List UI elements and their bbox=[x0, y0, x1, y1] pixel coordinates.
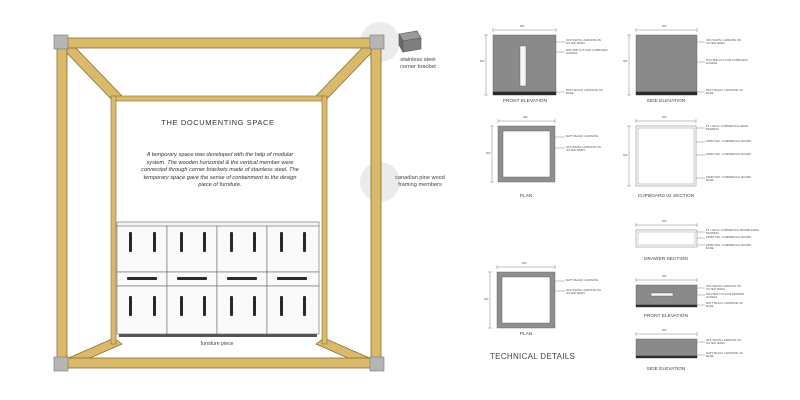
drawer-section-caption: DRAWER SECTION bbox=[644, 257, 688, 262]
plan-bottom-dim-top: 600 bbox=[522, 262, 527, 265]
cupboard-lower-1 bbox=[117, 286, 167, 334]
drawer-side-elevation-dim-top: 600 bbox=[662, 329, 667, 332]
cupboard-section-caption: CUPBOARD 02 SECTION bbox=[637, 194, 695, 199]
cupboard-lower-2 bbox=[167, 286, 217, 334]
cupboard-section-dim-side: 600 bbox=[623, 154, 628, 157]
cupboard-lower-4 bbox=[267, 286, 319, 334]
cupboard-section-dim-top: 600 bbox=[662, 116, 667, 119]
cupboard-upper-2 bbox=[167, 226, 217, 272]
plan-top-note-2: OFF WHITE LAMINATE ON OUTER SIDES bbox=[566, 145, 601, 153]
drawer-side-elevation-note-1: OFF WHITE LAMINATE ON OUTER SIDES bbox=[706, 338, 741, 346]
bracket-detail-icon bbox=[399, 31, 421, 52]
drawer-front-elevation-dim-top: 600 bbox=[662, 275, 667, 278]
drawer-side-elevation-note-2: MATT BLACK LAMINATE ON BASE bbox=[706, 351, 743, 359]
corner-bracket-tl bbox=[54, 35, 68, 49]
cupboard-section-note-1: 18 x 18mm COMMERCIAL EDGE BANDING bbox=[706, 124, 749, 132]
cupboard-section-drawing bbox=[627, 119, 705, 186]
outer-top-beam bbox=[58, 38, 380, 48]
inner-left-post bbox=[111, 96, 116, 344]
drawer-front-elevation-note-1: OFF WHITE LAMINATE ON OUTER SIDES bbox=[706, 284, 741, 292]
plan-top-drawing bbox=[490, 119, 565, 182]
technical-details-heading: TECHNICAL DETAILS bbox=[490, 352, 576, 361]
outer-left-post bbox=[57, 40, 67, 366]
plan-top-dim-side: 600 bbox=[486, 152, 491, 155]
side-elevation-dim-side: 600 bbox=[623, 60, 628, 63]
diagonal-top-right bbox=[316, 44, 374, 102]
diagonal-top-left bbox=[64, 44, 122, 102]
inner-top-beam bbox=[114, 96, 324, 101]
drawer-section-drawing bbox=[636, 223, 705, 247]
side-elevation-note-2: ROUTER CUT FOR CUPBOARD HANDLE bbox=[706, 58, 748, 66]
cupboard-section-note-3: 18MM THK. COMMERCIAL BOARD bbox=[706, 152, 752, 156]
furniture-piece bbox=[117, 222, 319, 337]
front-elevation-drawing bbox=[484, 28, 565, 95]
drawer-side-elevation-caption: SIDE ELEVATION bbox=[646, 367, 686, 372]
outer-bottom-beam bbox=[58, 358, 380, 368]
plan-top-dim-top: 600 bbox=[523, 116, 528, 119]
furniture-plinth bbox=[119, 334, 317, 337]
front-elevation-note-3: MATT BLACK LAMINATE ON BASE bbox=[566, 88, 603, 96]
front-elevation-dim-side: 600 bbox=[480, 60, 485, 63]
plan-bottom-drawing bbox=[488, 265, 565, 328]
furniture-label: furniture piece bbox=[200, 341, 234, 347]
side-elevation-drawing bbox=[627, 28, 705, 95]
documenting-space-title: THE DOCUMENTING SPACE bbox=[161, 118, 275, 127]
cupboard-upper-1 bbox=[117, 226, 167, 272]
drawer-front-elevation-note-3: MATT BLACK LAMINATE ON BASE bbox=[706, 301, 743, 309]
side-elevation-caption: SIDE ELEVATION bbox=[646, 99, 686, 104]
outer-right-post bbox=[371, 40, 381, 366]
cupboard-section-note-2: 18MM THK. COMMERCIAL BOARD bbox=[706, 139, 752, 143]
drawer-section-note-2: 18MM THK. COMMERCIAL BOARD bbox=[706, 235, 752, 239]
plan-bottom-note-2: OFF WHITE LAMINATE ON OUTER SIDES bbox=[566, 288, 601, 296]
plan-bottom-dim-side: 600 bbox=[484, 298, 489, 301]
wood-callout-label: canadian pine wood framing members bbox=[395, 175, 445, 188]
cupboard-section-note-4: 18MM THK. COMMERCIAL BOARD BASE bbox=[706, 175, 752, 183]
drawer-front-elevation-caption: FRONT ELEVATION bbox=[644, 314, 688, 319]
front-elevation-note-2: ROUTER CUT FOR CUPBOARD HANDLE bbox=[566, 48, 608, 56]
bracket-callout-label: stainless steel corner bracket bbox=[400, 57, 436, 70]
cupboard-upper-3 bbox=[217, 226, 267, 272]
corner-bracket-tr bbox=[370, 35, 384, 49]
documenting-space-description: A temporary space was developed with the help of modular system. The wooden horizontal & the vertical member were connected through corner brackets made of stainless steel. The temporary space gave the sense of containment to the design piece of furniture. bbox=[141, 152, 299, 189]
drawer-section-note-3: 18MM THK. COMMERCIAL BOARD BASE bbox=[706, 243, 752, 251]
drawer-front-elevation-drawing bbox=[636, 278, 705, 307]
plan-top-caption: PLAN bbox=[519, 194, 533, 199]
technical-drawings bbox=[484, 28, 705, 358]
cupboard-upper-4 bbox=[267, 226, 319, 272]
side-elevation-note-3: MATT BLACK LAMINATE ON BASE bbox=[706, 88, 743, 96]
front-elevation-dim-top: 600 bbox=[520, 25, 525, 28]
corner-bracket-bl bbox=[54, 357, 68, 371]
drawer-section-note-1: 18 x 18mm COMMERCIAL BOARD EDGE BANDING bbox=[706, 228, 759, 236]
side-elevation-dim-top: 600 bbox=[662, 25, 667, 28]
inner-right-post bbox=[322, 96, 327, 344]
plan-bottom-note-1: MATT BLACK LAMINATE bbox=[566, 278, 598, 282]
corner-bracket-br bbox=[370, 357, 384, 371]
drawer-section-dim-top: 600 bbox=[662, 220, 667, 223]
plan-bottom-caption: PLAN bbox=[519, 332, 533, 337]
front-elevation-caption: FRONT ELEVATION bbox=[503, 99, 547, 104]
front-elevation-note-1: OFF WHITE LAMINATE ON OUTER SIDES bbox=[566, 38, 601, 46]
side-elevation-note-1: OFF WHITE LAMINATE ON OUTER SIDES bbox=[706, 38, 741, 46]
drawer-side-elevation-drawing bbox=[636, 332, 705, 358]
drawer-front-elevation-note-2: ROUTER CUT FOR DRAWER HANDLE bbox=[706, 292, 745, 300]
plan-top-note-1: MATT BLACK LAMINATE bbox=[566, 134, 598, 138]
cupboard-lower-3 bbox=[217, 286, 267, 334]
